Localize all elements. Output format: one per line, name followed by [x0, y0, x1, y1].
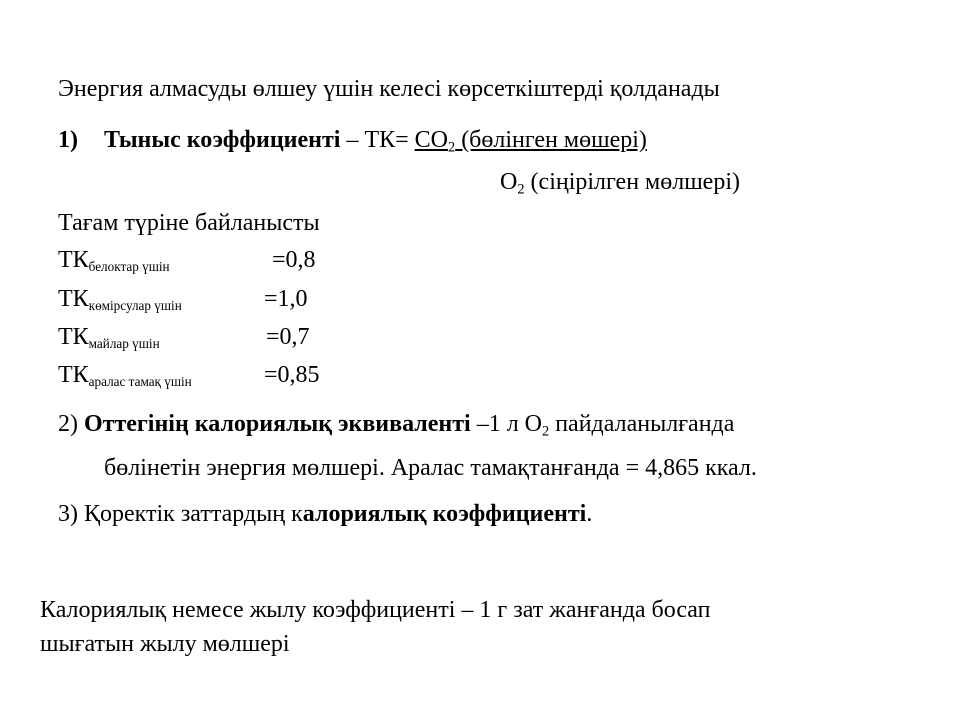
- item3-line: 3) Қоректік заттардың калориялық коэффициенті.: [58, 501, 593, 527]
- respiratory-denominator: $О_2$ (сіңірілген мөлшері): [500, 169, 740, 198]
- tk-value: =0,85: [264, 362, 320, 388]
- item3-term: алориялық коэффициенті: [302, 501, 587, 527]
- tk-row-carbs: $ТК_{көмірсулар үшін}$ =1,0: [58, 286, 308, 313]
- item1-line: [58, 127, 647, 156]
- tk-row-fat: $ТК_{майлар үшін}$ =0,7: [58, 324, 310, 351]
- food-heading: Тағам түріне байланысты: [58, 210, 320, 236]
- item2-line2: бөлінетін энергия мөлшері. Аралас тамақтанғанда = 4,865 ккал.: [104, 455, 757, 481]
- item1-term: Тыныс коэффициенті: [104, 127, 341, 153]
- item1-number: 1): [58, 127, 78, 153]
- tk-value: =0,8: [272, 247, 316, 273]
- tk-row-mixed: $ТК_{аралас тамақ үшін}$ =0,85: [58, 362, 320, 389]
- item1-dash: – ТК=: [340, 127, 415, 153]
- tk-value: =0,7: [266, 324, 310, 350]
- tk-value: =1,0: [264, 286, 308, 312]
- footer-line1: Калориялық немесе жылу коэффициенті – 1 г зат жанғанда босап: [40, 597, 711, 623]
- intro-text: Энергия алмасуды өлшеу үшін келесі көрсеткіштерді қолданады: [58, 76, 720, 102]
- respiratory-numerator: $СО_2$ (бөлінген мөшері): [414, 127, 647, 156]
- footer-line2: шығатын жылу мөлшері: [40, 631, 290, 657]
- item2-term: Оттегінің калориялық эквиваленті: [84, 411, 471, 437]
- item2-line: 2) Оттегінің калориялық эквиваленті –1 л $О_2$ пайдаланылғанда: [58, 411, 735, 440]
- tk-row-protein: $ТК_{белоктар үшін}$ =0,8: [58, 247, 316, 274]
